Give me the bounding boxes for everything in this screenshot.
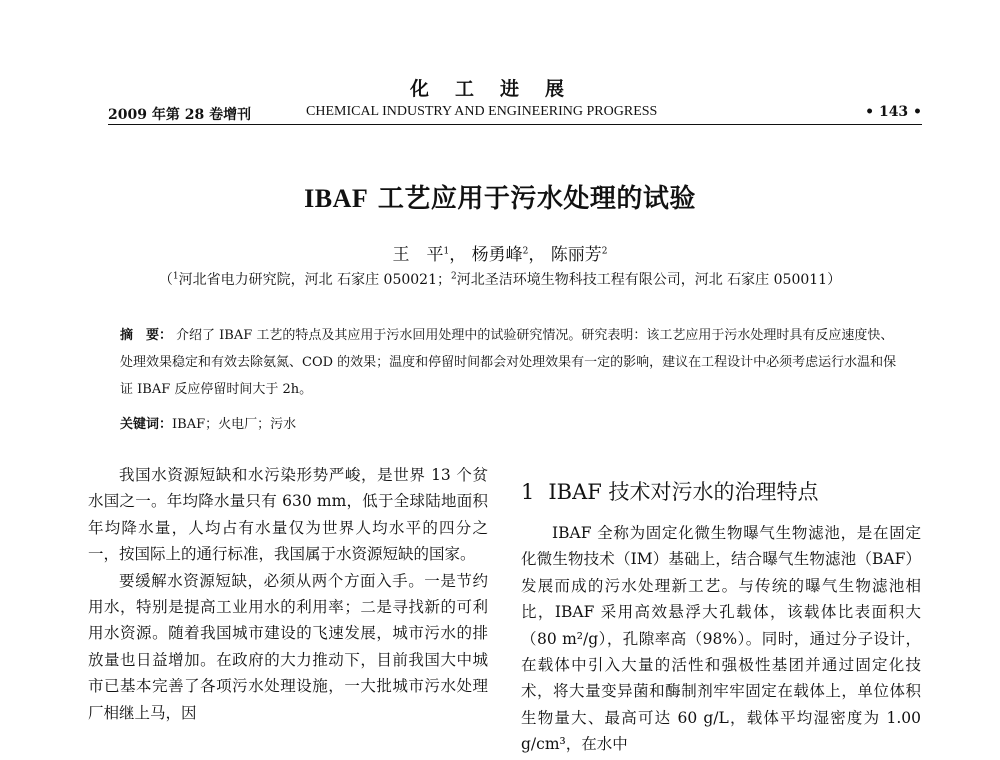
- body-paragraph: 我国水资源短缺和水污染形势严峻，是世界 13 个贫水国之一。年均降水量只有 630 mm，低于全球陆地面积年均降水量，人均占有水量仅为世界人均水平的四分之一，按国际上的通行标准，我国属于水资源短缺的国家。: [88, 466, 488, 564]
- running-header: [108, 104, 922, 126]
- affil-mark: 2: [451, 271, 457, 282]
- abstract: [120, 322, 900, 403]
- affiliations: [0, 269, 1000, 289]
- affil-close: ）: [827, 272, 842, 288]
- page-number: • 143 •: [865, 104, 922, 120]
- issue-label: 2009 年第 28 卷增刊: [108, 107, 252, 123]
- keywords-label: 关键词：: [120, 417, 173, 432]
- affil-mark: 1: [172, 271, 179, 282]
- author-name: 杨勇峰: [471, 245, 523, 265]
- title-cn: 工艺应用于污水处理的试验: [368, 184, 696, 214]
- author-affil-mark: 1: [443, 246, 450, 257]
- header-rule: [108, 124, 922, 125]
- affil-open: （: [158, 272, 173, 288]
- section-number: 1: [521, 480, 535, 504]
- body-paragraph: 要缓解水资源短缺，必须从两个方面入手。一是节约用水，特别是提高工业用水的利用率；二是寻找新的可利用水资源。随着我国城市建设的飞速发展，城市污水的排放量也日益增加。在政府的大力推动下，目前我国大中城市已基本完善了各项污水处理设施，一大批城市污水处理厂相继上马，因: [88, 571, 488, 722]
- abstract-label: 摘 要：: [120, 328, 173, 343]
- affiliation-1: 河北省电力研究院，河北 石家庄 050021；: [178, 272, 451, 288]
- abstract-text: 介绍了 IBAF 工艺的特点及其应用于污水回用处理中的试验研究情况。研究表明：该工艺应用于污水处理时具有反应速度快、处理效果稳定和有效去除氨氮、COD 的效果；温度和停留时间都会对处理效果有一定的影响，建议在工程设计中必须考虑运行水温和保证 IBAF 反应停留时间大于 2h。: [120, 328, 897, 397]
- paper-title: [0, 178, 1000, 215]
- author-name: 王 平: [392, 245, 444, 265]
- journal-name-en: CHEMICAL INDUSTRY AND ENGINEERING PROGRESS: [306, 104, 658, 119]
- section-title: IBAF 技术对污水的治理特点: [548, 480, 819, 504]
- journal-name-cn: 化工进展: [409, 78, 590, 100]
- author-name: 陈丽芳: [550, 245, 602, 265]
- left-column: [88, 462, 488, 726]
- affiliation-2: 河北圣洁环境生物科技工程有限公司，河北 石家庄 050011: [456, 272, 828, 288]
- keywords: [120, 411, 900, 438]
- keywords-text: IBAF；火电厂；污水: [172, 417, 297, 432]
- right-column: [521, 476, 921, 758]
- author-affil-mark: 2: [522, 246, 529, 257]
- author-affil-mark: 2: [601, 246, 608, 257]
- body-paragraph: IBAF 全称为固定化微生物曝气生物滤池，是在固定化微生物技术（IM）基础上，结合曝气生物滤池（BAF）发展而成的污水处理新工艺。与传统的曝气生物滤池相比，IBAF 采用高效悬浮大孔载体，该载体比表面积大（80 m²/g），孔隙率高（98%）。同时，通过分子设计，在载体中引入大量的活性和强极性基团并通过固定化技术，将大量变异菌和酶制剂牢牢固定在载体上，单位体积生物量大、最高可达 60 g/L，载体平均湿密度为 1.00 g/cm³，在水中: [521, 524, 921, 754]
- title-latin: IBAF: [304, 184, 369, 213]
- section-heading: [521, 476, 921, 508]
- author-list: 王 平$^1$， 杨勇峰$^2$， 陈丽芳$^2$: [392, 245, 608, 265]
